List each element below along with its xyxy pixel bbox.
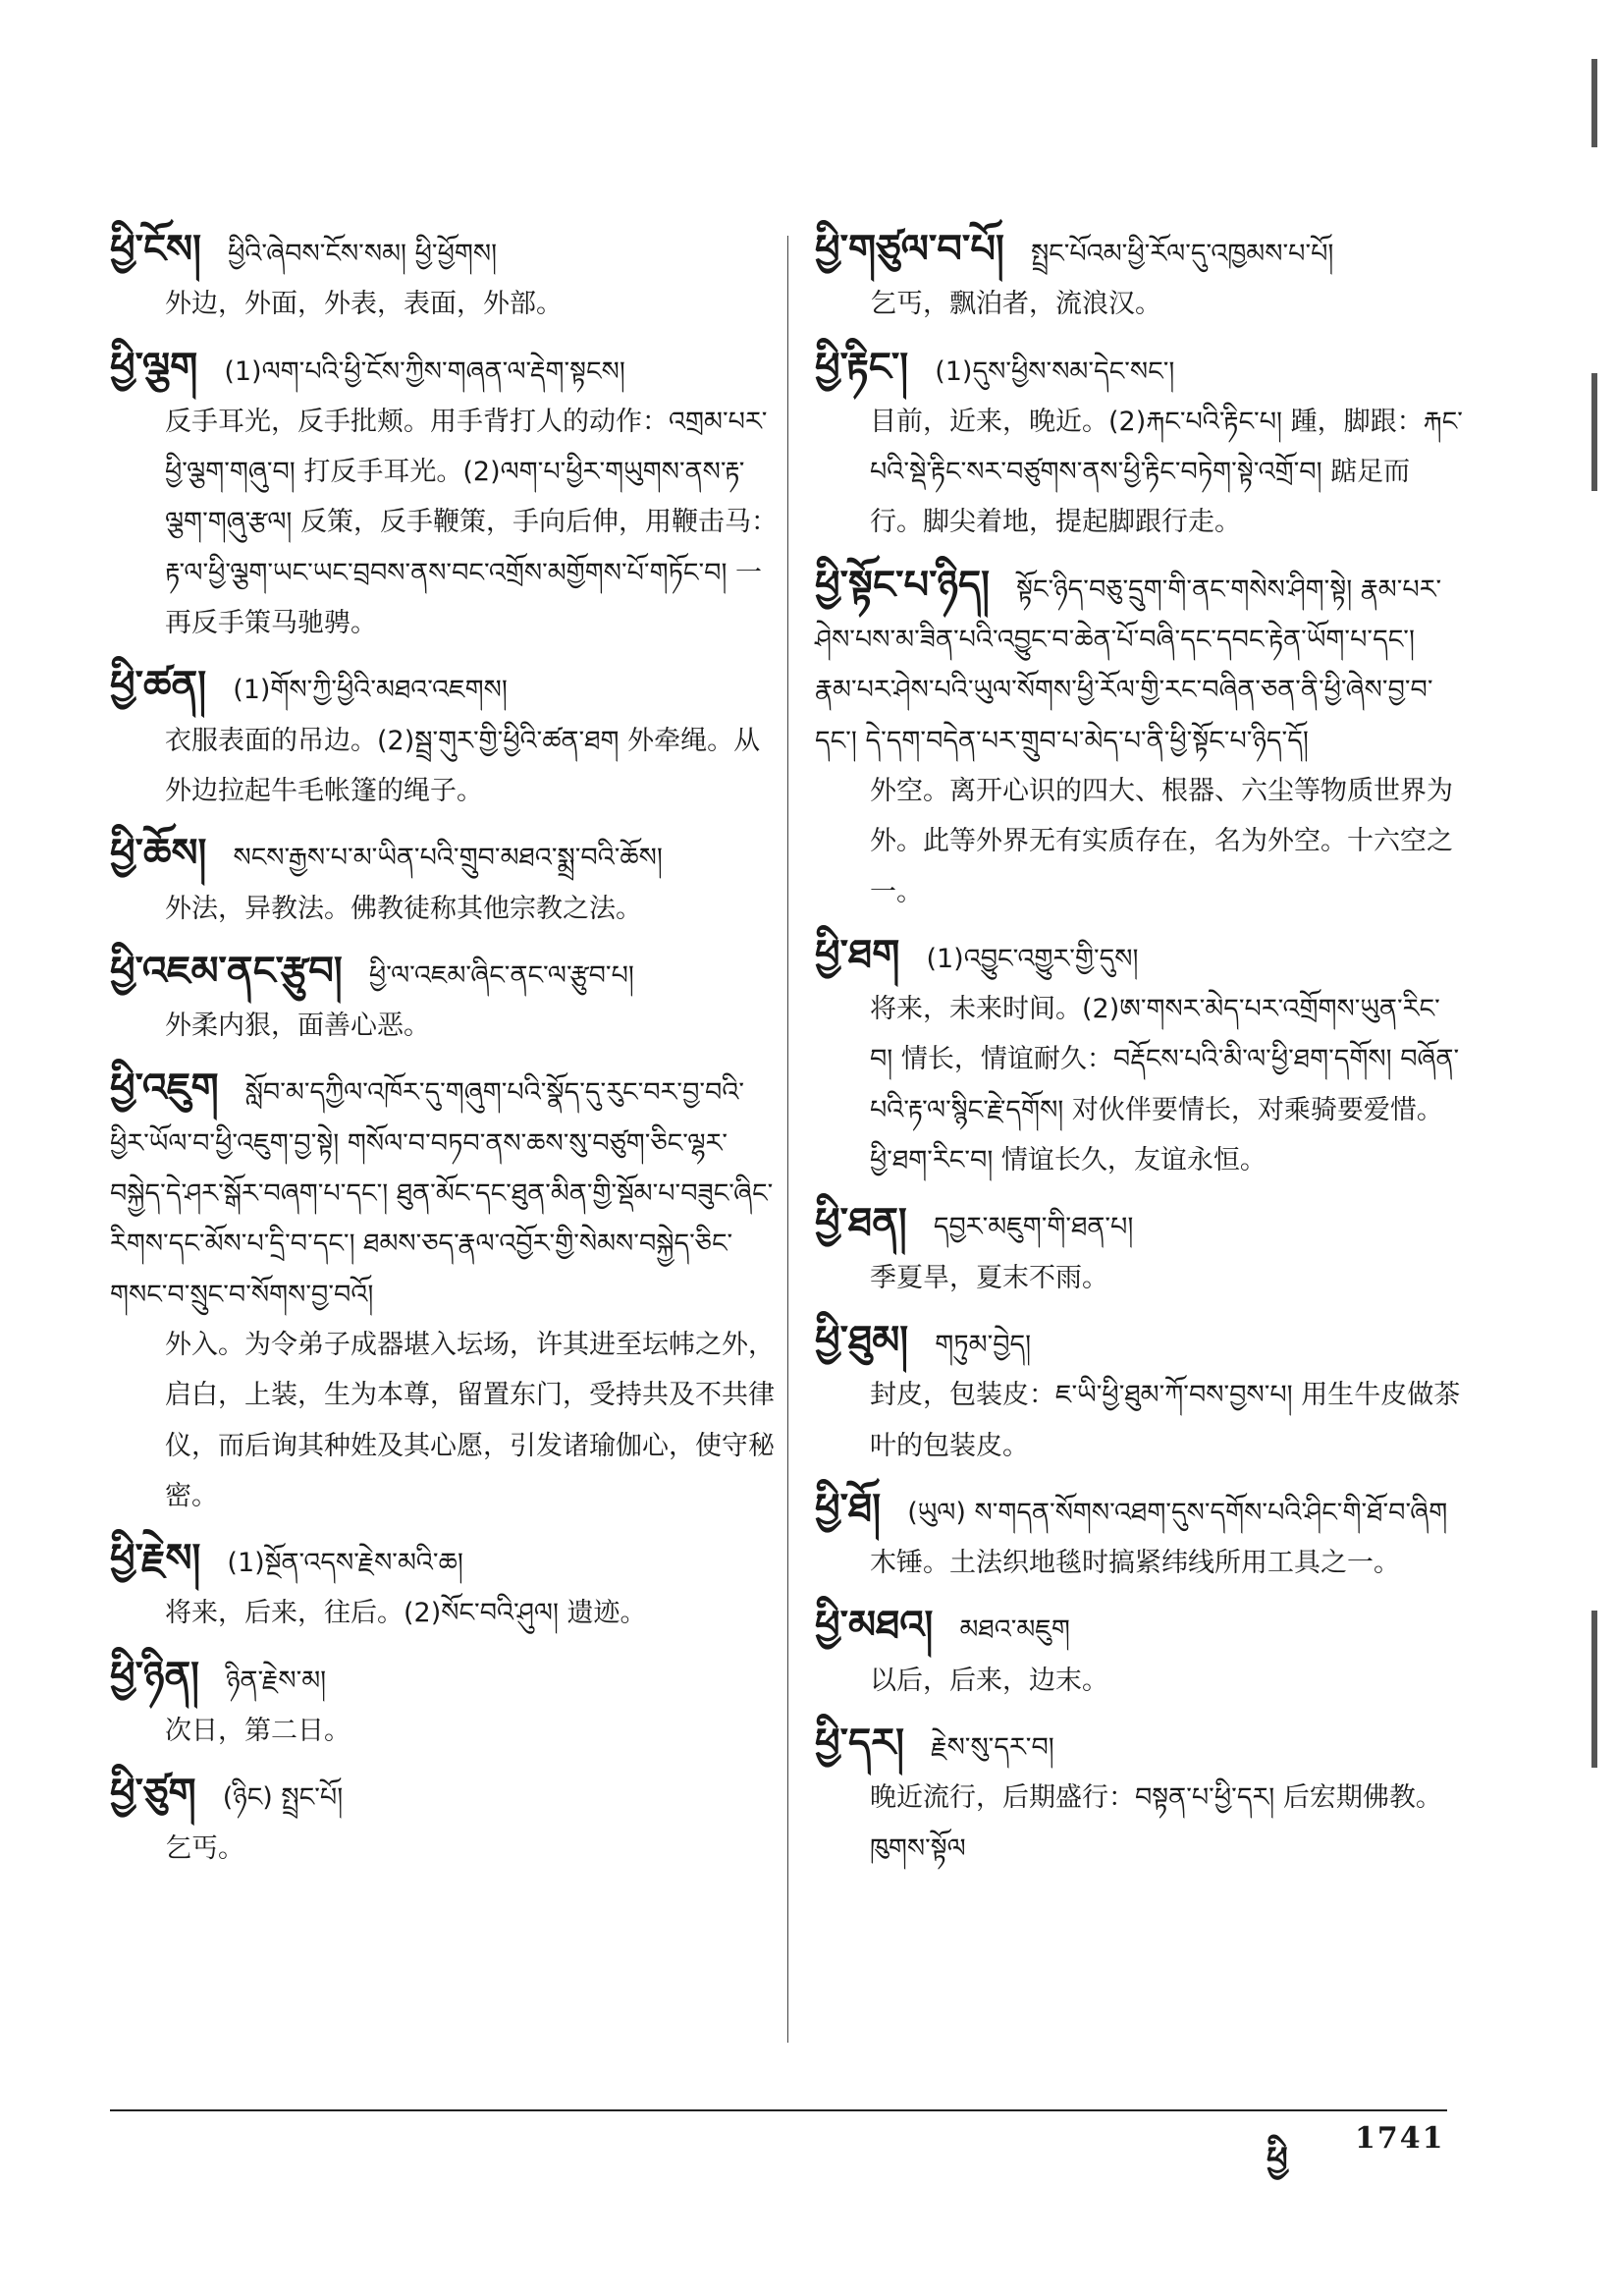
chinese-definition: 次日，第二日。 xyxy=(165,1716,350,1747)
chinese-definition: 季夏旱，夏末不雨。 xyxy=(870,1262,1108,1293)
scan-edge-mark xyxy=(1591,1611,1597,1768)
entry xyxy=(815,1602,1463,1706)
headword: ཕྱི་དར། xyxy=(815,1721,904,1767)
headword: ཕྱི་ལྕག xyxy=(110,344,198,390)
chinese-definition: 木锤。土法织地毯时搞紧纬线所用工具之一。 xyxy=(870,1548,1400,1579)
tibetan-definition: (ཡུལ) ས་གདན་སོགས་འཐག་དུས་དགོས་པའི་ཤིང་གི་ཐོ་བ་ཞིག xyxy=(907,1497,1448,1528)
chinese-definition: 外边，外面，外表，表面，外部。 xyxy=(165,289,563,320)
entry xyxy=(110,830,778,934)
headword: ཕྱི་ཐོ། xyxy=(815,1485,882,1531)
chinese-definition: 目前，近来，晚近。(2)རྐང་པའི་རྟིང་པ། 踵，脚跟：རྐང་པའི་སྡེ་རྟིང་སར་བཙུགས་ནས་ཕྱི་རྟིང་བཏེག་སྟེ་འགྲོ་བ། 踮足而行。脚尖着地，提起脚跟行走。 xyxy=(870,406,1463,538)
page-number: 1741 xyxy=(1355,2121,1445,2156)
chinese-definition: 外空。离开心识的四大、根器、六尘等物质世界为外。此等外界无有实质存在，名为外空。十六空之一。 xyxy=(870,775,1453,907)
chinese-definition: 以后，后来，边末。 xyxy=(870,1665,1108,1696)
chinese-definition: 封皮，包装皮：ཇ་ཡི་ཕྱི་ཐུམ་ཀོ་བས་བྱས་པ། 用生牛皮做茶叶的包装皮。 xyxy=(870,1380,1461,1461)
tibetan-definition: སྟོང་ཉིད་བཅུ་དྲུག་གི་ནང་གསེས་ཤིག་སྟེ། རྣམ་པར་ཤེས་པས་མ་ཟིན་པའི་འབྱུང་བ་ཆེན་པོ་བཞི་དང་དབང་རྟེན་ཡོག་པ་དང་། རྣམ་པར་ཤེས་པའི་ཡུལ་སོགས་ཕྱི་རོལ་གྱི་རང་བཞིན་ཅན་ནི་ཕྱི་ཞེས་བྱ་བ་དང་། དེ་དག་བདེན་པར་གྲུབ་པ་མེད་པ་ནི་ཕྱི་སྟོང་པ་ཉིད་དོ། xyxy=(815,574,1442,756)
headword: ཕྱི་ཐན། xyxy=(815,1200,907,1246)
tibetan-definition: སློབ་མ་དཀྱིལ་འཁོར་དུ་གཞུག་པའི་སྣོད་དུ་རུང་བར་བྱ་བའི་ཕྱིར་ཡོལ་བ་ཕྱི་འཇུག་བྱ་སྟེ། གསོལ་བ་བཏབ་ནས་ཆས་སུ་བཙུག་ཅིང་ལྷར་བསྐྱེད་དེ་ཤར་སྒོར་བཞག་པ་དང་། ཐུན་མོང་དང་ཐུན་མིན་གྱི་སྡོམ་པ་བཟུང་ཞིང་རིགས་དང་མོས་པ་དྲི་བ་དང་། ཐམས་ཅད་རྣལ་འབྱོར་གྱི་སེམས་བསྐྱེད་ཅིང་གསང་བ་སྲུང་བ་སོགས་བྱ་བའོ། xyxy=(110,1077,774,1310)
tibetan-definition: གཏུམ་བྱེད། xyxy=(935,1329,1032,1360)
tibetan-definition: (1)སྔོན་འདས་རྗེས་མའི་ཆ། xyxy=(227,1548,463,1579)
tibetan-definition: མཐའ་མཇུག xyxy=(959,1614,1070,1646)
headword: ཕྱི་སྟོང་པ་ཉིད། xyxy=(815,562,990,608)
entry xyxy=(110,344,778,649)
entry xyxy=(815,344,1463,548)
chinese-definition: 将来，未来时间。(2)ཨ་གསར་མེད་པར་འགྲོགས་ཡུན་རིང་བ། 情长，情谊耐久：བརྡོངས་པའི་མི་ལ་ཕྱི་ཐག་དགོས། བཞོན་པའི་རྟ་ལ་སྙིང་རྗེ་དགོས། 对伙伴要情长，对乘骑要爱惜。ཕྱི་ཐག་རིང་བ། 情谊长久，友谊永恒。 xyxy=(870,994,1460,1176)
headword: ཕྱི་ཐུམ། xyxy=(815,1317,909,1363)
entry xyxy=(815,1199,1463,1303)
entry xyxy=(110,1653,778,1757)
headword: ཕྱི་ཙུག xyxy=(110,1771,196,1817)
tibetan-definition: དབྱར་མཇུག་གི་ཐན་པ། xyxy=(933,1212,1134,1243)
tibetan-definition: རྗེས་སུ་དར་བ། xyxy=(931,1732,1054,1764)
entry xyxy=(815,931,1463,1185)
tibetan-definition: (1)གོས་ཀྱི་ཕྱིའི་མཐའ་འཇགས། xyxy=(233,675,508,706)
entry xyxy=(815,1720,1463,1874)
running-head-letter: ཕྱི xyxy=(1267,2140,1288,2179)
headword: ཕྱི་ཚན། xyxy=(110,663,207,709)
headword: ཕྱི་འཇུག xyxy=(110,1066,219,1112)
footer-rule xyxy=(110,2109,1447,2111)
tibetan-definition: ཕྱི་ལ་འཇམ་ཞིང་ནང་ལ་རྩུབ་པ། xyxy=(368,959,634,991)
headword: ཕྱི་ངོས། xyxy=(110,227,201,272)
headword: ཕྱི་རྟིང་། xyxy=(815,344,909,390)
headword: ཕྱི་ཆོས། xyxy=(110,831,207,877)
entry xyxy=(110,1065,778,1521)
column-divider xyxy=(787,236,788,2043)
entry xyxy=(815,226,1463,330)
entry xyxy=(815,1485,1463,1589)
tibetan-definition: ཉིན་རྗེས་མ། xyxy=(226,1665,327,1696)
entry xyxy=(815,1317,1463,1471)
tibetan-definition: ཕྱིའི་ཞེབས་ངོས་སམ། ཕྱི་ཕྱོགས། xyxy=(228,239,498,269)
chinese-definition: 反手耳光，反手批颊。用手背打人的动作：འགྲམ་པར་ཕྱི་ལྕག་གཞུ་བ། 打反手耳光。(2)ལག་པ་ཕྱིར་གཡུགས་ནས་རྟ་ལྕག་གཞུ་རྩལ། 反策，反手鞭策，手向后伸，用鞭击马：རྟ་ལ་ཕྱི་ལྕག་ཡང་ཡང་བྲབས་ནས་བང་འགྲོས་མགྱོགས་པོ་གཏོང་བ། 一再反手策马驰骋。 xyxy=(165,406,778,639)
tibetan-definition: སྤྲང་པོའམ་ཕྱི་རོལ་དུ་འཁྱམས་པ་པོ། xyxy=(1030,239,1334,269)
tibetan-definition: (1)འབྱུང་འགྱུར་གྱི་དུས། xyxy=(926,943,1139,974)
chinese-definition: 衣服表面的吊边。(2)སྦྲ་གུར་གྱི་ཕྱིའི་ཚན་ཐག 外牵绳。从外边拉起牛毛帐篷的绳子。 xyxy=(165,725,761,806)
headword: ཕྱི་མཐའ། xyxy=(815,1603,934,1649)
entry xyxy=(110,662,778,816)
scan-edge-mark xyxy=(1591,373,1597,491)
chinese-definition: 晚近流行，后期盛行：བསྟན་པ་ཕྱི་དར། 后宏期佛教。ཁུགས་སྟོལ xyxy=(870,1782,1442,1864)
left-column xyxy=(110,226,778,1887)
headword: ཕྱི་འཇམ་ནང་རྩུབ། xyxy=(110,948,343,994)
right-column xyxy=(815,226,1463,1887)
headword: ཕྱི་རྗེས། xyxy=(110,1536,201,1582)
chinese-definition: 外入。为令弟子成器堪入坛场，许其进至坛帏之外，启白，上装，生为本尊，留置东门，受持共及不共律仪，而后询其种姓及其心愿，引发诸瑜伽心，使守秘密。 xyxy=(165,1329,775,1511)
headword: ཕྱི་ཐག xyxy=(815,931,900,977)
headword: ཕྱི་གཙུལ་བ་པོ། xyxy=(815,227,1004,272)
chinese-definition: 外柔内狠，面善心恶。 xyxy=(165,1011,430,1042)
entry xyxy=(110,1770,778,1874)
entry xyxy=(110,948,778,1052)
chinese-definition: 乞丐。 xyxy=(165,1832,244,1864)
tibetan-definition: སངས་རྒྱས་པ་མ་ཡིན་པའི་གྲུབ་མཐའ་སྨྲ་བའི་ཆོས། xyxy=(233,843,663,874)
entry xyxy=(815,562,1463,917)
tibetan-definition: (1)ལག་པའི་ཕྱི་ངོས་ཀྱིས་གཞན་ལ་རྡེག་སྟངས། xyxy=(224,355,625,387)
chinese-definition: 外法，异教法。佛教徒称其他宗教之法。 xyxy=(165,893,642,924)
chinese-definition: 将来，后来，往后。(2)སོང་བའི་ཤུལ། 遗迹。 xyxy=(165,1598,647,1629)
tibetan-definition: (ཉིང) སྤྲང་པོ། xyxy=(222,1782,344,1814)
scan-edge-mark xyxy=(1591,59,1597,147)
chinese-definition: 乞丐，飘泊者，流浪汉。 xyxy=(870,289,1161,320)
entry xyxy=(110,1535,778,1639)
tibetan-definition: (1)དུས་ཕྱིས་སམ་དེང་སང་། xyxy=(935,355,1175,387)
entry xyxy=(110,226,778,330)
headword: ཕྱི་ཉིན། xyxy=(110,1653,199,1699)
